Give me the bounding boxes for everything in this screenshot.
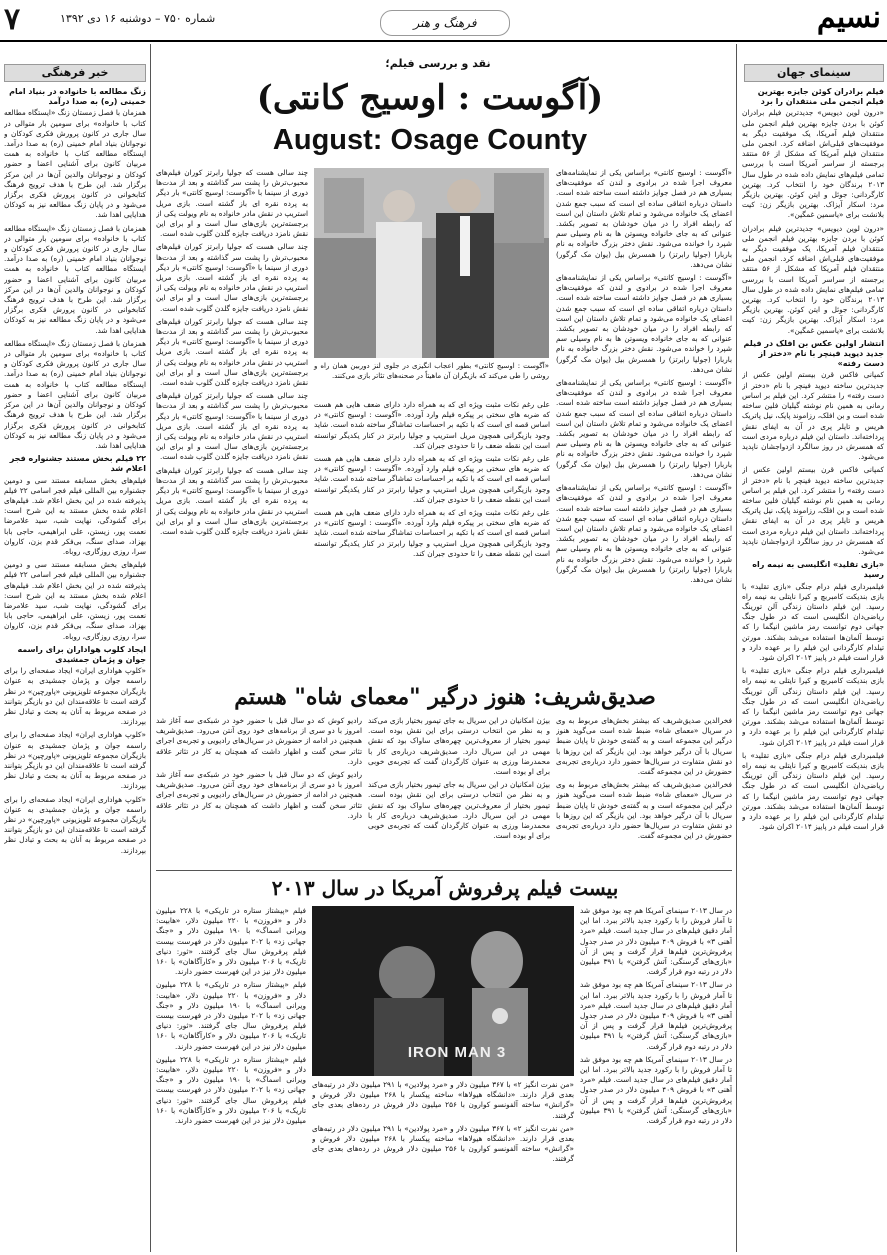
left-divider xyxy=(150,44,151,1252)
right-body-3b: فیلمبرداری فیلم درام جنگی «بازی تقلید» با بازی بندیکت کامبربچ و کیرا نایتلی به نیمه راه رسید. این فیلم داستان زندگی آلن تورینگ ریاضی‌دان انگلیسی است که در طول جنگ جهانی دوم توانست رمز ماشین انیگما را که توسط آلمان‌ها استفاده می‌شد بشکند. مورتن تیلدام کارگردانی این فیلم را بر عهده دارد و قرار است فیلم در پاییز ۲۰۱۴ اکران شود. xyxy=(742,666,884,747)
right-body-1: «درون لوین دیویس» جدیدترین فیلم برادران کوئن با بردن جایزه بهترین فیلم انجمن ملی منتقدان فیلم آمریکا، یک موفقیت دیگر به موفقیت‌های قبلی‌اش اضافه کرد. انجمن ملی منتقدان فیلم آمریکا که مشکل از ۵۶ منتقد برجسته از سراسر آمریکا است با بررسی تمامی فیلم‌های نمایش داده شده در طول سال ۲۰۱۳ برندگان خود را انتخاب کرد. بهترین کارگردانی: جوئل و ایتن کوئن. بهترین بازیگر مرد: اسکار آیزاک. بهترین بازیگر زن: کیت بلانشت برای «یاسمین غمگین». xyxy=(742,108,884,220)
left-column-body xyxy=(4,84,146,1250)
left-column-header: خبر فرهنگی xyxy=(4,64,146,82)
sharif-body-right xyxy=(556,716,732,866)
right-column-header: سینمای جهان xyxy=(744,64,884,82)
feature-body-left-p4: چند سالی هست که جولیا رابرتز کوران فیلم‌های محبوب‌ترش را پشت سر گذاشته و بعد از مدت‌ها دوری از سینما با «آگوست: اوسیج کانتی» بار دیگر به پرده نقره ای باز گشته است. بازی مریل استریپ در نقش مادر خانواده به نام ویولت یکی از برجسته‌ترین بازی‌های سال است و او برای این نقش نامزد دریافت جایزه گلدن گلوب شده است. xyxy=(156,391,308,462)
box-office-body-left-p1: فیلم «پیشتاز ستاره در تاریکی» با ۲۲۸ میلیون دلار و «فروزن» با ۲۲۰ میلیون دلار، «هابیت: ویرانی اسماگ» با ۱۹۰ میلیون دلار و «جنگ جهانی زد» با ۲۰۲ میلیون دلار در فهرست بیست فیلم پرفروش سال جای گرفتند. «ثور: دنیای تاریک» با ۲۰۶ میلیون دلار و «کارآگاهان» با ۱۶۰ میلیون دلار نیز در این فهرست حضور دارند. xyxy=(156,906,306,977)
issue-info: شماره ۷۵۰ – دوشنبه ۱۶ دی ۱۳۹۲ xyxy=(60,12,216,25)
sharif-body-3: رادیو کوش که دو سال قبل با حضور خود در شبکه‌ی سه آغاز شد امروز با دو سری از برنامه‌های خود روی آنتن می‌رود. صدیق‌شریف همچنین در ادامه از حضورش در سریال‌های رادیویی و تجربه‌ی اجرای تئاتر سخن گفت و اظهار داشت که همچنان به کار در تئاتر علاقه دارد. xyxy=(156,716,362,766)
feature-body-right xyxy=(556,168,732,678)
sharif-body-middle xyxy=(368,716,550,866)
right-headline-3: «بازی تقلید» انگلیسی به نیمه راه رسید xyxy=(752,560,884,580)
left-body-1: همزمان با فصل زمستان زنگ «ایستگاه مطالعه کتاب با خانواده» برای سومین بار متوالی در سال جاری در کانون پرورش فکری کودکان و نوجوانان بنیاد امام خمینی (ره) به صدا درآمد. ایستگاه مطالعه کتاب با خانواده به همت مربیان کانون برای آشنایی اعضا و حضور کودکان و نوجوانان والدین آن‌ها در این مرکز برگزار شد. این طرح با هدف ترویج فرهنگ کتابخوانی در کانون پرورش فکری برگزار می‌شود و در پایان زنگ مطالعه نیز به کودکان هدایایی اهدا شد. xyxy=(4,108,146,220)
iron-man-photo xyxy=(312,906,574,1076)
box-office-headline: بیست فیلم پرفروش آمریکا در سال ۲۰۱۳ xyxy=(271,876,619,900)
box-office-body-left-p3: فیلم «پیشتاز ستاره در تاریکی» با ۲۲۸ میلیون دلار و «فروزن» با ۲۲۰ میلیون دلار، «هابیت: ویرانی اسماگ» با ۱۹۰ میلیون دلار و «جنگ جهانی زد» با ۲۰۲ میلیون دلار در فهرست بیست فیلم پرفروش سال جای گرفتند. «ثور: دنیای تاریک» با ۲۰۶ میلیون دلار و «کارآگاهان» با ۱۶۰ میلیون دلار نیز در این فهرست حضور دارند. xyxy=(156,1054,306,1126)
left-headline-1: زنگ مطالعه با خانواده در بنیاد امام خمینی (ره) به صدا درآمد xyxy=(9,87,146,107)
left-body-2b: فیلم‌های بخش مسابقه مستند سی و دومین جشنواره بین المللی فیلم فجر اسامی ۲۲ فیلم پذیرفته شده در این بخش اعلام شد. فیلم‌های اعلام شده بخش مستند به این شرح است: برای گشودگی، نهایت شب، سید علامرضا نعمت پور، زیستن، علی ابراهیمی، حاجی بابا بهزاد، صدای سنگ، بی‌فکر قدم بزن، کاروان سرا، روزی روزگاری، روباه. xyxy=(4,560,146,641)
left-headline-3: ایجاد کلوب هواداران برای راسمه جوان و پژمان جمشیدی xyxy=(17,644,146,664)
right-divider xyxy=(736,44,737,1252)
sharif-body-2: بیژن امکانیان در این سریال به جای تیمور بختیار بازی می‌کند و به نظر من انتخاب درستی برای این نقش بوده است. تیمور بختیار از معروف‌ترین چهره‌های ساواک بود که نقش مهمی در این سریال دارد. صدیق‌شریف درباره‌ی کار با محمدرضا ورزی به عنوان کارگردان گفت که تجربه‌ی خوبی برای او بوده است. xyxy=(368,716,550,777)
feature-title-fa: (آگوست : اوسیج کانتی) xyxy=(256,78,604,118)
right-body-2: کمپانی فاکس قرن بیستم اولین عکس از جدیدترین ساخته دیوید فینچر با نام «دختر از دست رفته» را منتشر کرد. این فیلم بر اساس رمانی به همین نام نوشته گیلیان فلین ساخته شده است و بن افلک، رزاموند پایک، نیل پاتریک هریس و تایلر پری در آن به ایفای نقش پرداخته‌اند. داستان این فیلم درباره مردی است که همسرش در روز سالگرد ازدواجشان ناپدید می‌شود. xyxy=(742,370,884,462)
left-body-3b: «کلوپ هواداری ایران» ایجاد صفحه‌ای را برای راسمه جوان و پژمان جمشیدی به عنوان بازیگران مجموعه تلویزیونی «پاورچین» در نظر گرفته است تا علاقه‌مندان این دو بازیگر بتوانند در صفحه مربوط به آنان به بحث و تبادل نظر بپردازند. xyxy=(4,730,146,791)
left-body-2: فیلم‌های بخش مسابقه مستند سی و دومین جشنواره بین المللی فیلم فجر اسامی ۲۲ فیلم پذیرفته شده در این بخش اعلام شد. فیلم‌های اعلام شده بخش مستند به این شرح است: برای گشودگی، نهایت شب، سید علامرضا نعمت پور، زیستن، علی ابراهیمی، حاجی بابا بهزاد، صدای سنگ، بی‌فکر قدم بزن، کاروان سرا، روزی روزگاری، روباه. xyxy=(4,475,146,556)
feature-body-left-p3: چند سالی هست که جولیا رابرتز کوران فیلم‌های محبوب‌ترش را پشت سر گذاشته و بعد از مدت‌ها دوری از سینما با «آگوست: اوسیج کانتی» بار دیگر به پرده نقره ای باز گشته است. بازی مریل استریپ در نقش مادر خانواده به نام ویولت یکی از برجسته‌ترین بازی‌های سال است و او برای این نقش نامزد دریافت جایزه گلدن گلوب شده است. xyxy=(156,316,308,388)
feature-body-right-p1: «آگوست : اوسیج کانتی» براساس یکی از نمایشنامه‌های معروف اجرا شده در برادوی و لندن که موفقیت‌های بسیاری هم در فصل جوایز داشته است ساخته شده است. داستان درباره اتفاقی ساده ای است که سبب جمع شدن اعضای یک خانواده می‌شود و تمام تلاش داستان این است که رابطه افراد را در میان خودشان به تصویر بکشد. عنوانی که به جای خانواده ویسوتن ها به نام وسیلی سم شپرد را خوانده می‌شود. نقش دختر بزرگ خانواده به نام باربارا (جولیا رابرتز) را همسرش بیل (یوان مک گرگور) نشان می‌دهد. xyxy=(556,168,732,269)
box-office-body-middle-p1: «من نفرت انگیز ۲» با ۳۶۷ میلیون دلار و «مرد پولادین» با ۲۹۱ میلیون دلار در رتبه‌های بعدی قرار دارند. «دانشگاه هیولاها» ساخته پیکسار با ۲۶۸ میلیون دلار فروش و «گرانش» ساخته آلفونسو کوارون با ۲۵۶ میلیون دلار فروش در رده‌های بعدی جای گرفتند. xyxy=(312,1080,574,1120)
box-office-body-right-p3: در سال ۲۰۱۳ سینمای آمریکا هم چه بود موفق شد تا آمار فروش را با رکورد جدید بالاتر ببرد. اما این آمار دقیق فیلم‌های در سال جدید است. فیلم «مرد آهنی ۳» با فروش ۴۰۹ میلیون دلار در صدر جدول پرفروش‌ترین فیلم‌ها قرار گرفت و پس از آن «بازی‌های گرسنگی: آتش گرفتن» با ۳۹۱ میلیون دلار در رتبه دوم قرار گرفت. xyxy=(580,1054,732,1126)
box-office-rule xyxy=(156,870,732,871)
feature-body-right-p2: «آگوست : اوسیج کانتی» براساس یکی از نمایشنامه‌های معروف اجرا شده در برادوی و لندن که موفقیت‌های بسیاری هم در فصل جوایز داشته است ساخته شده است. داستان درباره اتفاقی ساده ای است که سبب جمع شدن اعضای یک خانواده می‌شود و تمام تلاش داستان این است که رابطه افراد را در میان خودشان به تصویر بکشد. عنوانی که به جای خانواده ویسوتن ها به نام وسیلی سم شپرد را خوانده می‌شود. نقش دختر بزرگ خانواده به نام باربارا (جولیا رابرتز) را همسرش بیل (یوان مک گرگور) نشان می‌دهد. xyxy=(556,273,732,374)
feature-body-left-p5: چند سالی هست که جولیا رابرتز کوران فیلم‌های محبوب‌ترش را پشت سر گذاشته و بعد از مدت‌ها دوری از سینما با «آگوست: اوسیج کانتی» بار دیگر به پرده نقره ای باز گشته است. بازی مریل استریپ در نقش مادر خانواده به نام ویولت یکی از برجسته‌ترین بازی‌های سال است و او برای این نقش نامزد دریافت جایزه گلدن گلوب شده است. xyxy=(156,465,308,536)
left-body-3: «کلوپ هواداری ایران» ایجاد صفحه‌ای را برای راسمه جوان و پژمان جمشیدی به عنوان بازیگران مجموعه تلویزیونی «پاورچین» در نظر گرفته است تا علاقه‌مندان این دو بازیگر بتوانند در صفحه مربوط به آنان به بحث و تبادل نظر بپردازند. xyxy=(4,666,146,727)
right-body-3: فیلمبرداری فیلم درام جنگی «بازی تقلید» با بازی بندیکت کامبربچ و کیرا نایتلی به نیمه راه رسید. این فیلم داستان زندگی آلن تورینگ ریاضی‌دان انگلیسی است که در طول جنگ جهانی دوم توانست رمز ماشین انیگما را که توسط آلمان‌ها استفاده می‌شد بشکند. مورتن تیلدام کارگردانی این فیلم را بر عهده دارد و قرار است فیلم در پاییز ۲۰۱۴ اکران شود. xyxy=(742,581,884,662)
feature-body-middle-p3: علی رغم نکات مثبت ویژه ای که به همراه دارد دارای ضعف هایی هم هست که ضربه های سختی بر پیکره فیلم وارد آورده. «آگوست : اوسیج کانتی» در اساس قصه ای است که با تکیه بر احساسات تماشاگر ساخته شده است. شاید وجود بازیگرانی همچون مریل استریپ و جولیا رابرتز در کنار یکدیگر توانسته است این نقطه ضعف را تا حدودی جبران کند. xyxy=(314,508,550,558)
box-office-body-right-p2: در سال ۲۰۱۳ سینمای آمریکا هم چه بود موفق شد تا آمار فروش را با رکورد جدید بالاتر ببرد. اما این آمار دقیق فیلم‌های در سال جدید است. فیلم «مرد آهنی ۳» با فروش ۴۰۹ میلیون دلار در صدر جدول پرفروش‌ترین فیلم‌ها قرار گرفت و پس از آن «بازی‌های گرسنگی: آتش گرفتن» با ۳۹۱ میلیون دلار در رتبه دوم قرار گرفت. xyxy=(580,980,732,1051)
feature-body-middle xyxy=(314,400,550,678)
right-headline-1: فیلم برادران کوئن جایزه بهترین فیلم انجمن ملی منتقدان را برد xyxy=(757,87,884,107)
feature-body-right-p3: «آگوست : اوسیج کانتی» براساس یکی از نمایشنامه‌های معروف اجرا شده در برادوی و لندن که موفقیت‌های بسیاری هم در فصل جوایز داشته است ساخته شده است. داستان درباره اتفاقی ساده ای است که سبب جمع شدن اعضای یک خانواده می‌شود و تمام تلاش داستان این است که رابطه افراد را در میان خودشان به تصویر بکشد. عنوانی که به جای خانواده ویسوتن ها به نام وسیلی سم شپرد را خوانده می‌شود. نقش دختر بزرگ خانواده به نام باربارا (جولیا رابرتز) را همسرش بیل (یوان مک گرگور) نشان می‌دهد. xyxy=(556,378,732,479)
film-photo-caption: «آگوست : اوسیج کانتی» بطور اعجاب انگیزی در جلوی لنز دوربین همان راه و روشی را طی می‌کند که بازیگران آن ماهیتاً در صحنه‌های تئاتر بازی می‌کنند. xyxy=(314,362,549,380)
sharif-body-left xyxy=(156,716,362,866)
box-office-body-left xyxy=(156,906,306,1250)
box-office-body-middle-p2: «من نفرت انگیز ۲» با ۳۶۷ میلیون دلار و «مرد پولادین» با ۲۹۱ میلیون دلار در رتبه‌های بعدی قرار دارند. «دانشگاه هیولاها» ساخته پیکسار با ۲۶۸ میلیون دلار فروش و «گرانش» ساخته آلفونسو کوارون با ۲۵۶ میلیون دلار فروش در رده‌های بعدی جای گرفتند. xyxy=(312,1123,574,1164)
feature-body-right-p4: «آگوست : اوسیج کانتی» براساس یکی از نمایشنامه‌های معروف اجرا شده در برادوی و لندن که موفقیت‌های بسیاری هم در فصل جوایز داشته است ساخته شده است. داستان درباره اتفاقی ساده ای است که سبب جمع شدن اعضای یک خانواده می‌شود و تمام تلاش داستان این است که رابطه افراد را در میان خودشان به تصویر بکشد. عنوانی که به جای خانواده ویسوتن ها به نام وسیلی سم شپرد را خوانده می‌شود. نقش دختر بزرگ خانواده به نام باربارا (جولیا رابرتز) را همسرش بیل (یوان مک گرگور) نشان می‌دهد. xyxy=(556,483,732,584)
right-body-3c: فیلمبرداری فیلم درام جنگی «بازی تقلید» با بازی بندیکت کامبربچ و کیرا نایتلی به نیمه راه رسید. این فیلم داستان زندگی آلن تورینگ ریاضی‌دان انگلیسی است که در طول جنگ جهانی دوم توانست رمز ماشین انیگما را که توسط آلمان‌ها استفاده می‌شد بشکند. مورتن تیلدام کارگردانی این فیلم را بر عهده دارد و قرار است فیلم در پاییز ۲۰۱۴ اکران شود. xyxy=(742,750,884,832)
feature-kicker: نقد و بررسی فیلم؛ xyxy=(385,57,491,70)
feature-title-en: August: Osage County xyxy=(272,124,588,156)
left-body-1c: همزمان با فصل زمستان زنگ «ایستگاه مطالعه کتاب با خانواده» برای سومین بار متوالی در سال جاری در کانون پرورش فکری کودکان و نوجوانان بنیاد امام خمینی (ره) به صدا درآمد. ایستگاه مطالعه کتاب با خانواده به همت مربیان کانون برای آشنایی اعضا و حضور کودکان و نوجوانان والدین آن‌ها در این مرکز برگزار شد. این طرح با هدف ترویج فرهنگ کتابخوانی در کانون پرورش فکری برگزار می‌شود و در پایان زنگ مطالعه نیز به کودکان هدایایی اهدا شد. xyxy=(4,338,146,450)
feature-body-left xyxy=(156,168,308,678)
box-office-body-left-p2: فیلم «پیشتاز ستاره در تاریکی» با ۲۲۸ میلیون دلار و «فروزن» با ۲۲۰ میلیون دلار، «هابیت: ویرانی اسماگ» با ۱۹۰ میلیون دلار و «جنگ جهانی زد» با ۲۰۲ میلیون دلار در فهرست بیست فیلم پرفروش سال جای گرفتند. «ثور: دنیای تاریک» با ۲۰۶ میلیون دلار و «کارآگاهان» با ۱۶۰ میلیون دلار نیز در این فهرست حضور دارند. xyxy=(156,980,306,1051)
newspaper-logo: نسیم xyxy=(816,0,881,35)
sharif-body-2b: بیژن امکانیان در این سریال به جای تیمور بختیار بازی می‌کند و به نظر من انتخاب درستی برای این نقش بوده است. تیمور بختیار از معروف‌ترین چهره‌های ساواک بود که نقش مهمی در این سریال دارد. صدیق‌شریف درباره‌ی کار با محمدرضا ورزی به عنوان کارگردان گفت که تجربه‌ی خوبی برای او بوده است. xyxy=(368,780,550,841)
film-still-photo xyxy=(314,168,549,358)
right-column-body xyxy=(742,84,884,1250)
sharif-body-1b: فخرالدین صدیق‌شریف که بیشتر بخش‌های مربوط به وی در سریال «معمای شاه» ضبط شده است می‌گوید هنوز درگیر این مجموعه است و به گفته‌ی خودش تا پایان ضبط سریال با آن درگیر خواهد بود. این بازیگر که این روزها با دو نقش متفاوت در سریال‌ها حضور دارد درباره‌ی تجربه‌ی حضورش در این مجموعه گفت. xyxy=(556,780,732,841)
sharif-headline: صدیق‌شریف: هنوز درگیر "معمای شاه" هستم xyxy=(234,684,656,710)
section-title: فرهنگ و هنر xyxy=(380,10,510,36)
left-body-3c: «کلوپ هواداری ایران» ایجاد صفحه‌ای را برای راسمه جوان و پژمان جمشیدی به عنوان بازیگران مجموعه تلویزیونی «پاورچین» در نظر گرفته است تا علاقه‌مندان این دو بازیگر بتوانند در صفحه مربوط به آنان به بحث و تبادل نظر بپردازند. xyxy=(4,794,146,855)
page-number: ۷ xyxy=(4,2,21,37)
iron-man-label: IRON MAN 3 xyxy=(407,1044,507,1061)
feature-body-left-p1: چند سالی هست که جولیا رابرتز کوران فیلم‌های محبوب‌ترش را پشت سر گذاشته و بعد از مدت‌ها دوری از سینما با «آگوست: اوسیج کانتی» بار دیگر به پرده نقره ای باز گشته است. بازی مریل استریپ در نقش مادر خانواده به نام ویولت یکی از برجسته‌ترین بازی‌های سال است و او برای این نقش نامزد دریافت جایزه گلدن گلوب شده است. xyxy=(156,168,308,239)
left-headline-2: ۲۲ فیلم بخش مستند جشنواره فجر اعلام شد xyxy=(9,454,146,474)
box-office-body-right xyxy=(580,906,732,1250)
feature-body-left-p2: چند سالی هست که جولیا رابرتز کوران فیلم‌های محبوب‌ترش را پشت سر گذاشته و بعد از مدت‌ها دوری از سینما با «آگوست: اوسیج کانتی» بار دیگر به پرده نقره ای باز گشته است. بازی مریل استریپ در نقش مادر خانواده به نام ویولت یکی از برجسته‌ترین بازی‌های سال است و او برای این نقش نامزد دریافت جایزه گلدن گلوب شده است. xyxy=(156,242,308,313)
feature-body-middle-p1: علی رغم نکات مثبت ویژه ای که به همراه دارد دارای ضعف هایی هم هست که ضربه های سختی بر پیکره فیلم وارد آورده. «آگوست : اوسیج کانتی» در اساس قصه ای است که با تکیه بر احساسات تماشاگر ساخته شده است. شاید وجود بازیگرانی همچون مریل استریپ و جولیا رابرتز در کنار یکدیگر توانسته است این نقطه ضعف را تا حدودی جبران کند. xyxy=(314,400,550,450)
sharif-body-1: فخرالدین صدیق‌شریف که بیشتر بخش‌های مربوط به وی در سریال «معمای شاه» ضبط شده است می‌گوید هنوز درگیر این مجموعه است و به گفته‌ی خودش تا پایان ضبط سریال با آن درگیر خواهد بود. این بازیگر که این روزها با دو نقش متفاوت در سریال‌ها حضور دارد درباره‌ی تجربه‌ی حضورش در این مجموعه گفت. xyxy=(556,716,732,777)
box-office-body-middle xyxy=(312,1080,574,1250)
sharif-body-3b: رادیو کوش که دو سال قبل با حضور خود در شبکه‌ی سه آغاز شد امروز با دو سری از برنامه‌های خود روی آنتن می‌رود. صدیق‌شریف همچنین در ادامه از حضورش در سریال‌های رادیویی و تجربه‌ی اجرای تئاتر سخن گفت و اظهار داشت که همچنان به کار در تئاتر علاقه دارد. xyxy=(156,770,362,820)
right-body-1b: «درون لوین دیویس» جدیدترین فیلم برادران کوئن با بردن جایزه بهترین فیلم انجمن ملی منتقدان فیلم آمریکا، یک موفقیت دیگر به موفقیت‌های قبلی‌اش اضافه کرد. انجمن ملی منتقدان فیلم آمریکا که مشکل از ۵۶ منتقد برجسته از سراسر آمریکا است با بررسی تمامی فیلم‌های نمایش داده شده در طول سال ۲۰۱۳ برندگان خود را انتخاب کرد. بهترین کارگردانی: جوئل و ایتن کوئن. بهترین بازیگر مرد: اسکار آیزاک. بهترین بازیگر زن: کیت بلانشت برای «یاسمین غمگین». xyxy=(742,223,884,335)
right-body-2b: کمپانی فاکس قرن بیستم اولین عکس از جدیدترین ساخته دیوید فینچر با نام «دختر از دست رفته» را منتشر کرد. این فیلم بر اساس رمانی به همین نام نوشته گیلیان فلین ساخته شده است و بن افلک، رزاموند پایک، نیل پاتریک هریس و تایلر پری در آن به ایفای نقش پرداخته‌اند. داستان این فیلم درباره مردی است که همسرش در روز سالگرد ازدواجشان ناپدید می‌شود. xyxy=(742,465,884,556)
feature-body-middle-p2: علی رغم نکات مثبت ویژه ای که به همراه دارد دارای ضعف هایی هم هست که ضربه های سختی بر پیکره فیلم وارد آورده. «آگوست : اوسیج کانتی» در اساس قصه ای است که با تکیه بر احساسات تماشاگر ساخته شده است. شاید وجود بازیگرانی همچون مریل استریپ و جولیا رابرتز در کنار یکدیگر توانسته است این نقطه ضعف را تا حدودی جبران کند. xyxy=(314,454,550,504)
right-headline-2: انتشار اولین عکس بن افلک در فیلم جدید دیوید فینچر با نام «دختر از دست رفته» xyxy=(743,338,884,369)
box-office-body-right-p1: در سال ۲۰۱۳ سینمای آمریکا هم چه بود موفق شد تا آمار فروش را با رکورد جدید بالاتر ببرد. اما این آمار دقیق فیلم‌های در سال جدید است. فیلم «مرد آهنی ۳» با فروش ۴۰۹ میلیون دلار در صدر جدول پرفروش‌ترین فیلم‌ها قرار گرفت و پس از آن «بازی‌های گرسنگی: آتش گرفتن» با ۳۹۱ میلیون دلار در رتبه دوم قرار گرفت. xyxy=(580,906,732,977)
left-body-1b: همزمان با فصل زمستان زنگ «ایستگاه مطالعه کتاب با خانواده» برای سومین بار متوالی در سال جاری در کانون پرورش فکری کودکان و نوجوانان بنیاد امام خمینی (ره) به صدا درآمد. ایستگاه مطالعه کتاب با خانواده به همت مربیان کانون برای آشنایی اعضا و حضور کودکان و نوجوانان والدین آن‌ها در این مرکز برگزار شد. این طرح با هدف ترویج فرهنگ کتابخوانی در کانون پرورش فکری برگزار می‌شود و در پایان زنگ مطالعه نیز به کودکان هدایایی اهدا شد. xyxy=(4,223,146,335)
